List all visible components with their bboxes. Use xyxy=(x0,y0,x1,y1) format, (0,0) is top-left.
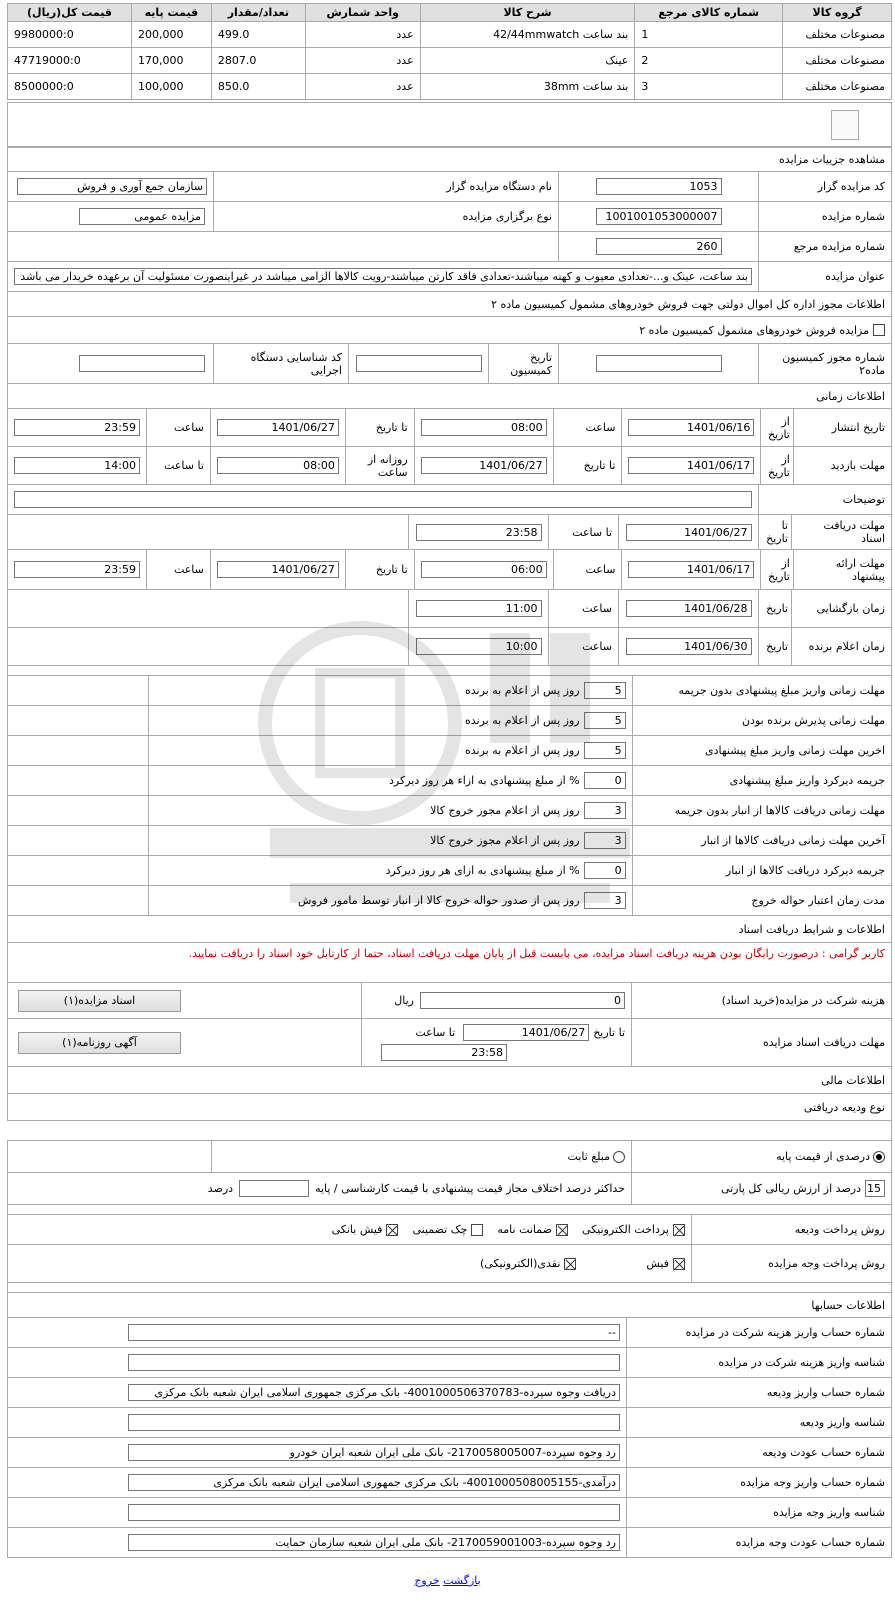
winner-date-label: تاریخ xyxy=(758,628,791,665)
rule-label: مهلت زمانی واریز مبلغ پیشنهادی بدون جریمه xyxy=(632,676,891,705)
publish-row xyxy=(7,409,892,447)
footer-links xyxy=(0,1574,895,1587)
title-field[interactable]: بند ساعت، عینک و...-تعدادی معیوب و کهنه میباشند-تعدادی فاقد کارتن میباشند-رویت کالاها الزامی میباشد در غیراینصورت مسئولیت آن برعهده خریدار می باشد xyxy=(14,268,752,285)
rule-label: آخرین مهلت زمانی دریافت کالاها از انبار xyxy=(632,826,891,855)
cell-unit: عدد xyxy=(305,22,420,48)
docs-fee-cell xyxy=(361,983,631,1018)
ref-no-label: شماره مزایده مرجع xyxy=(758,232,891,261)
open-time-cell xyxy=(408,590,548,627)
percent-radio[interactable] xyxy=(873,1151,885,1163)
rule-row xyxy=(7,766,892,796)
permit-row xyxy=(7,344,892,384)
docs-to-cell xyxy=(618,515,758,549)
docs-to-time-cell xyxy=(408,515,548,549)
fixed-option xyxy=(211,1141,631,1172)
offer-from-time-field[interactable]: 06:00 xyxy=(421,561,547,578)
visit-from-field[interactable]: 1401/06/17 xyxy=(628,457,754,474)
open-time-field[interactable]: 11:00 xyxy=(416,600,542,617)
permit-no-cell xyxy=(558,344,758,383)
account-row xyxy=(7,1498,892,1528)
winner-time-cell xyxy=(408,628,548,665)
visit-from-cell xyxy=(621,447,760,484)
vehicle-sale-row xyxy=(7,317,892,344)
account-value-field[interactable]: رد وجوه سپرده-2170059001003- بانک ملی ایران شعبه سازمان حمایت xyxy=(128,1534,620,1551)
publish-from-hour-label: ساعت xyxy=(553,409,622,446)
finance-title: اطلاعات مالی xyxy=(7,1067,892,1094)
deposit-kind-row xyxy=(7,1141,892,1173)
open-empty xyxy=(8,590,408,627)
rule-empty xyxy=(8,706,148,735)
notes-label: توضیحات xyxy=(758,485,891,514)
auction-pay-cash-checkbox[interactable] xyxy=(564,1258,576,1270)
rule-label: مدت زمان اعتبار حواله خروج xyxy=(632,886,891,915)
table-row xyxy=(8,22,892,48)
rule-label: جریمه دیرکرد دریافت کالاها از انبار xyxy=(632,856,891,885)
pay-slip-label: فیش بانکی xyxy=(331,1223,383,1236)
account-value-field[interactable]: دریافت وجوه سپرده-4001000506370783- بانک مرکزی جمهوری اسلامی ایران شعبه بانک مرکزی xyxy=(128,1384,620,1401)
account-row xyxy=(7,1468,892,1498)
publish-to-time-cell xyxy=(8,409,146,446)
cell-desc: بند ساعت 42/44mmwatch xyxy=(420,22,635,48)
account-row xyxy=(7,1528,892,1558)
open-date-label: تاریخ xyxy=(758,590,791,627)
ref-no-field[interactable]: 260 xyxy=(596,238,722,255)
auction-pay-cash-label: نقدی(الکترونیکی) xyxy=(479,1257,561,1270)
open-date-field[interactable]: 1401/06/28 xyxy=(626,600,752,617)
account-value-field[interactable]: رد وجوه سپرده-2170058005007- بانک ملی ایران شعبه ایران خودرو xyxy=(128,1444,620,1461)
cell-base: 100,000 xyxy=(131,74,211,100)
account-label: شماره حساب عودت ودیعه xyxy=(626,1438,891,1467)
docs-deadline2-label: مهلت دریافت اسناد مزایده xyxy=(631,1019,891,1066)
cell-ref: 3 xyxy=(635,74,783,100)
docs-to-field[interactable]: 1401/06/27 xyxy=(626,524,752,541)
rule-value-cell xyxy=(148,736,632,765)
auction-pay-slip-checkbox[interactable] xyxy=(673,1258,685,1270)
cell-qty: 2807.0 xyxy=(211,48,305,74)
image-panel xyxy=(7,102,892,147)
cell-ref: 1 xyxy=(635,22,783,48)
offer-to-label: تا تاریخ xyxy=(345,550,414,589)
pay-check-checkbox[interactable] xyxy=(471,1224,483,1236)
max-diff-suffix: درصد xyxy=(207,1182,234,1195)
cell-base: 170,000 xyxy=(131,48,211,74)
commission-date-field[interactable] xyxy=(356,355,482,372)
rule-text: روز پس از صدور حواله خروج کالا از انبار توسط مامور فروش xyxy=(297,894,580,907)
table-row xyxy=(8,74,892,100)
offer-to-time-field[interactable]: 23:59 xyxy=(14,561,140,578)
rule-row xyxy=(7,736,892,766)
title-row xyxy=(7,262,892,292)
winner-empty xyxy=(8,628,408,665)
rule-value-cell xyxy=(148,826,632,855)
docs-to-time-field[interactable]: 23:58 xyxy=(381,1044,507,1061)
account-value-field[interactable]: -- xyxy=(128,1324,620,1341)
org-row xyxy=(7,172,892,202)
percent-text: درصد از ارزش ریالی کل پارتی xyxy=(720,1182,861,1195)
publish-to-time-field[interactable]: 23:59 xyxy=(14,419,140,436)
notes-field[interactable] xyxy=(14,491,752,508)
rule-row xyxy=(7,796,892,826)
finance-spacer-3 xyxy=(7,1283,892,1293)
docs-to-date-label: تا تاریخ xyxy=(593,1026,625,1039)
details-title: مشاهده جزییات مزایده xyxy=(7,147,892,172)
pay-guarantee-option xyxy=(497,1223,568,1236)
offer-from-label: از تاریخ xyxy=(760,550,792,589)
org-code-cell xyxy=(558,172,758,201)
docs-button-cell xyxy=(8,983,361,1018)
exec-code-label: کد شناسایی دستگاه اجرایی xyxy=(213,344,348,383)
rule-row xyxy=(7,826,892,856)
rule-empty xyxy=(8,676,148,705)
accounts-title: اطلاعات حسابها xyxy=(7,1293,892,1318)
commission-date-label: تاریخ کمیسیون xyxy=(488,344,558,383)
account-row xyxy=(7,1438,892,1468)
offer-row xyxy=(7,550,892,590)
deposit-kind-empty xyxy=(8,1141,211,1172)
cell-desc: عینک xyxy=(420,48,635,74)
docs-deadline2-row xyxy=(7,1019,892,1067)
docs-deadline2-cell xyxy=(361,1019,631,1066)
rule-value-cell xyxy=(148,676,632,705)
rule-label: مهلت زمانی پذیرش برنده بودن xyxy=(632,706,891,735)
rule-label: اخرین مهلت زمانی واریز مبلغ پیشنهادی xyxy=(632,736,891,765)
payment-row xyxy=(7,1215,892,1245)
col-total: قیمت کل(ریال) xyxy=(8,4,132,22)
org-code-label: کد مزایده گزار xyxy=(758,172,891,201)
account-value-field[interactable]: درآمدی-4001000508005155- بانک مرکزی جمهوری اسلامی ایران شعبه بانک مرکزی xyxy=(128,1474,620,1491)
payment-options xyxy=(8,1215,691,1244)
cell-base: 200,000 xyxy=(131,22,211,48)
visit-daily-label: روزانه از ساعت xyxy=(345,447,414,484)
title-label: عنوان مزایده xyxy=(758,262,891,291)
newspaper-ad-button[interactable]: آگهی روزنامه(۱) xyxy=(18,1032,181,1054)
max-diff-label: حداکثر درصد اختلاف مجاز قیمت پیشنهادی با قیمت کارشناسی / پایه xyxy=(315,1182,625,1195)
cell-desc: بند ساعت 38mm xyxy=(420,74,635,100)
rule-value-cell xyxy=(148,766,632,795)
docs-to-label: تا تاریخ xyxy=(758,515,791,549)
account-value-cell xyxy=(8,1348,626,1377)
cell-group: مصنوعات مختلف xyxy=(783,74,892,100)
account-label: شماره حساب واریز وجه مزایده xyxy=(626,1468,891,1497)
publish-from-field[interactable]: 1401/06/16 xyxy=(628,419,754,436)
offer-from-cell xyxy=(621,550,760,589)
notes-row xyxy=(7,485,892,515)
offer-to-cell xyxy=(210,550,345,589)
docs-empty xyxy=(8,515,408,549)
offer-to-time-cell xyxy=(8,550,146,589)
permit-no-label: شماره مجوز کمیسیون ماده۲ xyxy=(758,344,891,383)
docs-to-hour-label: تا ساعت xyxy=(548,515,618,549)
cell-group: مصنوعات مختلف xyxy=(783,48,892,74)
org-name-field[interactable]: سازمان جمع آوری و فروش xyxy=(17,178,207,195)
items-table xyxy=(7,3,892,100)
account-label: شماره حساب واریز هزینه شرکت در مزایده xyxy=(626,1318,891,1347)
table-row xyxy=(8,48,892,74)
visit-daily-to-field[interactable]: 14:00 xyxy=(14,457,140,474)
cell-unit: عدد xyxy=(305,74,420,100)
rule-value-cell xyxy=(148,796,632,825)
offer-from-field[interactable]: 1401/06/17 xyxy=(628,561,754,578)
visit-daily-to-label: تا ساعت xyxy=(146,447,210,484)
visit-to-field[interactable]: 1401/06/27 xyxy=(421,457,547,474)
account-row xyxy=(7,1378,892,1408)
publish-from-cell xyxy=(621,409,760,446)
rule-text: % از مبلغ پیشنهادی به ازای هر روز دیرکرد xyxy=(385,864,580,877)
rule-value-field[interactable]: 3 xyxy=(584,802,626,819)
pay-electronic-checkbox[interactable] xyxy=(673,1224,685,1236)
rule-row xyxy=(7,886,892,916)
col-unit: واحد شمارش xyxy=(305,4,420,22)
percent-value-field[interactable]: 15 xyxy=(865,1180,885,1197)
finance-spacer xyxy=(7,1121,892,1141)
cell-ref: 2 xyxy=(635,48,783,74)
fixed-label: مبلغ ثابت xyxy=(567,1150,610,1163)
col-ref: شماره کالای مرجع xyxy=(635,4,783,22)
docs-to-time-label: تا ساعت xyxy=(415,1026,456,1039)
rule-text: روز پس از اعلام مجوز خروج کالا xyxy=(430,834,580,847)
account-value-cell xyxy=(8,1438,626,1467)
permit-info-title: اطلاعات مجوز اداره کل اموال دولتی جهت فروش خودروهای مشمول کمیسیون ماده ۲ xyxy=(7,292,892,317)
open-row xyxy=(7,590,892,628)
rule-empty xyxy=(8,766,148,795)
account-label: شماره حساب عودت وجه مزایده xyxy=(626,1528,891,1557)
account-row xyxy=(7,1408,892,1438)
auction-type-field[interactable]: مزایده عمومی xyxy=(79,208,205,225)
rule-text: % از مبلغ پیشنهادی به ازاء هر روز دیرکرد xyxy=(389,774,580,787)
account-value-cell xyxy=(8,1378,626,1407)
auction-pay-row xyxy=(7,1245,892,1283)
publish-from-time-cell xyxy=(414,409,553,446)
auction-no-cell xyxy=(558,202,758,231)
back-link[interactable]: بازگشت xyxy=(443,1574,481,1587)
rule-row xyxy=(7,676,892,706)
vehicle-sale-label: مزایده فروش خودروهای مشمول کمیسیون ماده ۲ xyxy=(639,323,869,337)
open-hour-label: ساعت xyxy=(548,590,618,627)
max-diff-cell xyxy=(8,1173,631,1204)
pay-guarantee-label: ضمانت نامه xyxy=(497,1223,552,1236)
auction-pay-slip-label: فیش xyxy=(646,1257,669,1270)
ref-no-row xyxy=(7,232,892,262)
offer-to-hour-label: ساعت xyxy=(146,550,210,589)
visit-to-label: تا تاریخ xyxy=(553,447,622,484)
rule-value-field[interactable]: 3 xyxy=(584,832,626,849)
vehicle-sale-checkbox[interactable] xyxy=(873,324,885,336)
finance-spacer-2 xyxy=(7,1205,892,1215)
org-name-label: نام دستگاه مزایده گزار xyxy=(213,172,558,201)
auction-pay-label: روش پرداخت وجه مزایده xyxy=(691,1245,891,1282)
offer-to-field[interactable]: 1401/06/27 xyxy=(217,561,339,578)
docs-to-time-field[interactable]: 23:58 xyxy=(416,524,542,541)
rule-value-cell xyxy=(148,886,632,915)
docs-deadline2-date-line xyxy=(415,1024,625,1041)
account-value-cell xyxy=(8,1528,626,1557)
auction-no-field[interactable]: 1001001053000007 xyxy=(596,208,722,225)
account-value-field[interactable] xyxy=(128,1414,620,1431)
publish-to-label: تا تاریخ xyxy=(345,409,414,446)
percent-value-cell xyxy=(631,1173,891,1204)
visit-daily-to-cell xyxy=(8,447,146,484)
cell-group: مصنوعات مختلف xyxy=(783,22,892,48)
rule-text: روز پس از اعلام مجوز خروج کالا xyxy=(430,804,580,817)
pay-check-label: چک تضمینی xyxy=(412,1223,468,1236)
rule-value-field[interactable]: 0 xyxy=(584,772,626,789)
offer-from-time-cell xyxy=(414,550,553,589)
percent-row xyxy=(7,1173,892,1205)
pay-slip-option xyxy=(332,1223,399,1236)
payment-label: روش پرداخت ودیعه xyxy=(691,1215,891,1244)
rule-text: روز پس از اعلام به برنده xyxy=(465,714,580,727)
auction-pay-options xyxy=(8,1245,691,1282)
rule-value-field[interactable]: 0 xyxy=(584,862,626,879)
publish-from-label: از تاریخ xyxy=(760,409,792,446)
title-cell xyxy=(8,262,758,291)
docs-fee-field[interactable]: 0 xyxy=(420,992,625,1009)
account-value-field[interactable] xyxy=(128,1354,620,1371)
docs-deadline-row xyxy=(7,515,892,550)
winner-time-field[interactable]: 10:00 xyxy=(416,638,542,655)
visit-daily-from-cell xyxy=(210,447,345,484)
rule-empty xyxy=(8,886,148,915)
winner-label: زمان اعلام برنده xyxy=(791,628,891,665)
account-value-cell xyxy=(8,1408,626,1437)
rule-value-cell xyxy=(148,856,632,885)
docs-title: اطلاعات و شرایط دریافت اسناد xyxy=(7,916,892,943)
auction-type-cell xyxy=(8,202,213,231)
account-value-cell xyxy=(8,1468,626,1497)
pay-slip-checkbox[interactable] xyxy=(386,1224,398,1236)
exec-code-cell xyxy=(8,344,213,383)
rule-row xyxy=(7,706,892,736)
visit-from-label: از تاریخ xyxy=(760,447,792,484)
rule-empty xyxy=(8,736,148,765)
docs-fee-label: هزینه شرکت در مزایده(خرید اسناد) xyxy=(631,983,891,1018)
pay-electronic-option xyxy=(582,1223,685,1236)
auction-no-label: شماره مزایده xyxy=(758,202,891,231)
publish-to-field[interactable]: 1401/06/27 xyxy=(217,419,339,436)
winner-date-cell xyxy=(618,628,758,665)
pay-guarantee-checkbox[interactable] xyxy=(556,1224,568,1236)
rule-row xyxy=(7,856,892,886)
cell-total: 9980000:0 xyxy=(8,22,132,48)
docs-to-date-field[interactable]: 1401/06/27 xyxy=(463,1024,589,1041)
offer-from-hour-label: ساعت xyxy=(553,550,622,589)
docs-notice: کاربر گرامی : درصورت رایگان بودن هزینه دریافت اسناد مزایده، می بایست قبل از پایان مهلت دریافت اسناد، حتما از کارتابل خود اسناد را دریافت نمایید. xyxy=(188,947,885,960)
account-row xyxy=(7,1318,892,1348)
docs-fee-unit: ریال xyxy=(394,994,414,1007)
cell-total: 8500000:0 xyxy=(8,74,132,100)
percent-label: درصدی از قیمت پایه xyxy=(776,1150,870,1163)
rule-value-field[interactable]: 5 xyxy=(584,682,626,699)
org-name-cell xyxy=(8,172,213,201)
visit-to-cell xyxy=(414,447,553,484)
rule-empty xyxy=(8,826,148,855)
max-diff-field[interactable] xyxy=(239,1180,309,1197)
item-image-icon xyxy=(831,110,859,140)
open-label: زمان بازگشایی xyxy=(791,590,891,627)
visit-label: مهلت بازدید xyxy=(793,447,891,484)
docs-fee-row xyxy=(7,983,892,1019)
visit-row xyxy=(7,447,892,485)
docs-notice-row xyxy=(7,943,892,983)
rule-value-field[interactable]: 3 xyxy=(584,892,626,909)
col-group: گروه کالا xyxy=(783,4,892,22)
publish-to-cell xyxy=(210,409,345,446)
winner-date-field[interactable]: 1401/06/30 xyxy=(626,638,752,655)
rule-value-field[interactable]: 5 xyxy=(584,712,626,729)
docs-deadline-label: مهلت دریافت اسناد xyxy=(791,515,891,549)
auction-pay-cash-option xyxy=(480,1257,576,1270)
publish-to-hour-label: ساعت xyxy=(146,409,210,446)
offer-label: مهلت ارائه پیشنهاد xyxy=(793,550,891,589)
visit-daily-from-field[interactable]: 08:00 xyxy=(217,457,339,474)
commission-date-cell xyxy=(348,344,488,383)
winner-hour-label: ساعت xyxy=(548,628,618,665)
auction-pay-slip-option xyxy=(646,1257,685,1270)
winner-row xyxy=(7,628,892,666)
auction-docs-button[interactable]: اسناد مزایده(۱) xyxy=(18,990,181,1012)
percent-option xyxy=(631,1141,891,1172)
newspaper-button-cell xyxy=(8,1019,361,1066)
exit-link[interactable]: خروج xyxy=(414,1574,440,1587)
time-title: اطلاعات زمانی xyxy=(7,384,892,409)
spacer xyxy=(7,666,892,676)
exec-code-field[interactable] xyxy=(79,355,205,372)
account-label: شناسه واریز هزینه شرکت در مزایده xyxy=(626,1348,891,1377)
auction-type-label: نوع برگزاری مزایده xyxy=(213,202,558,231)
rule-label: جریمه دیرکرد واریز مبلغ پیشنهادی xyxy=(632,766,891,795)
rule-text: روز پس از اعلام به برنده xyxy=(465,744,580,757)
org-code-field[interactable]: 1053 xyxy=(596,178,722,195)
pay-check-option xyxy=(412,1223,483,1236)
account-value-cell xyxy=(8,1318,626,1347)
notes-cell xyxy=(8,485,758,514)
deposit-type-title: نوع ودیعه دریافتی xyxy=(7,1094,892,1121)
fixed-radio[interactable] xyxy=(613,1151,625,1163)
account-label: شماره حساب واریز ودیعه xyxy=(626,1378,891,1407)
account-label: شناسه واریز ودیعه xyxy=(626,1408,891,1437)
rule-label: مهلت زمانی دریافت کالاها از انبار بدون جریمه xyxy=(632,796,891,825)
account-value-cell xyxy=(8,1498,626,1527)
rule-value-cell xyxy=(148,706,632,735)
publish-from-time-field[interactable]: 08:00 xyxy=(421,419,547,436)
account-value-field[interactable] xyxy=(128,1504,620,1521)
col-desc: شرح کالا xyxy=(420,4,635,22)
account-row xyxy=(7,1348,892,1378)
col-qty: تعداد/مقدار xyxy=(211,4,305,22)
account-label: شناسه واریز وجه مزایده xyxy=(626,1498,891,1527)
rule-value-field[interactable]: 5 xyxy=(584,742,626,759)
cell-unit: عدد xyxy=(305,48,420,74)
cell-total: 47719000:0 xyxy=(8,48,132,74)
ref-no-empty xyxy=(8,232,558,261)
rule-text: روز پس از اعلام به برنده xyxy=(465,684,580,697)
open-date-cell xyxy=(618,590,758,627)
rule-empty xyxy=(8,796,148,825)
permit-no-field[interactable] xyxy=(596,355,722,372)
auction-no-row xyxy=(7,202,892,232)
cell-qty: 499.0 xyxy=(211,22,305,48)
pay-electronic-label: پرداخت الکترونیکی xyxy=(582,1223,669,1236)
rule-empty xyxy=(8,856,148,885)
col-base: قیمت پایه xyxy=(131,4,211,22)
ref-no-cell xyxy=(558,232,758,261)
cell-qty: 850.0 xyxy=(211,74,305,100)
publish-label: تاریخ انتشار xyxy=(793,409,891,446)
